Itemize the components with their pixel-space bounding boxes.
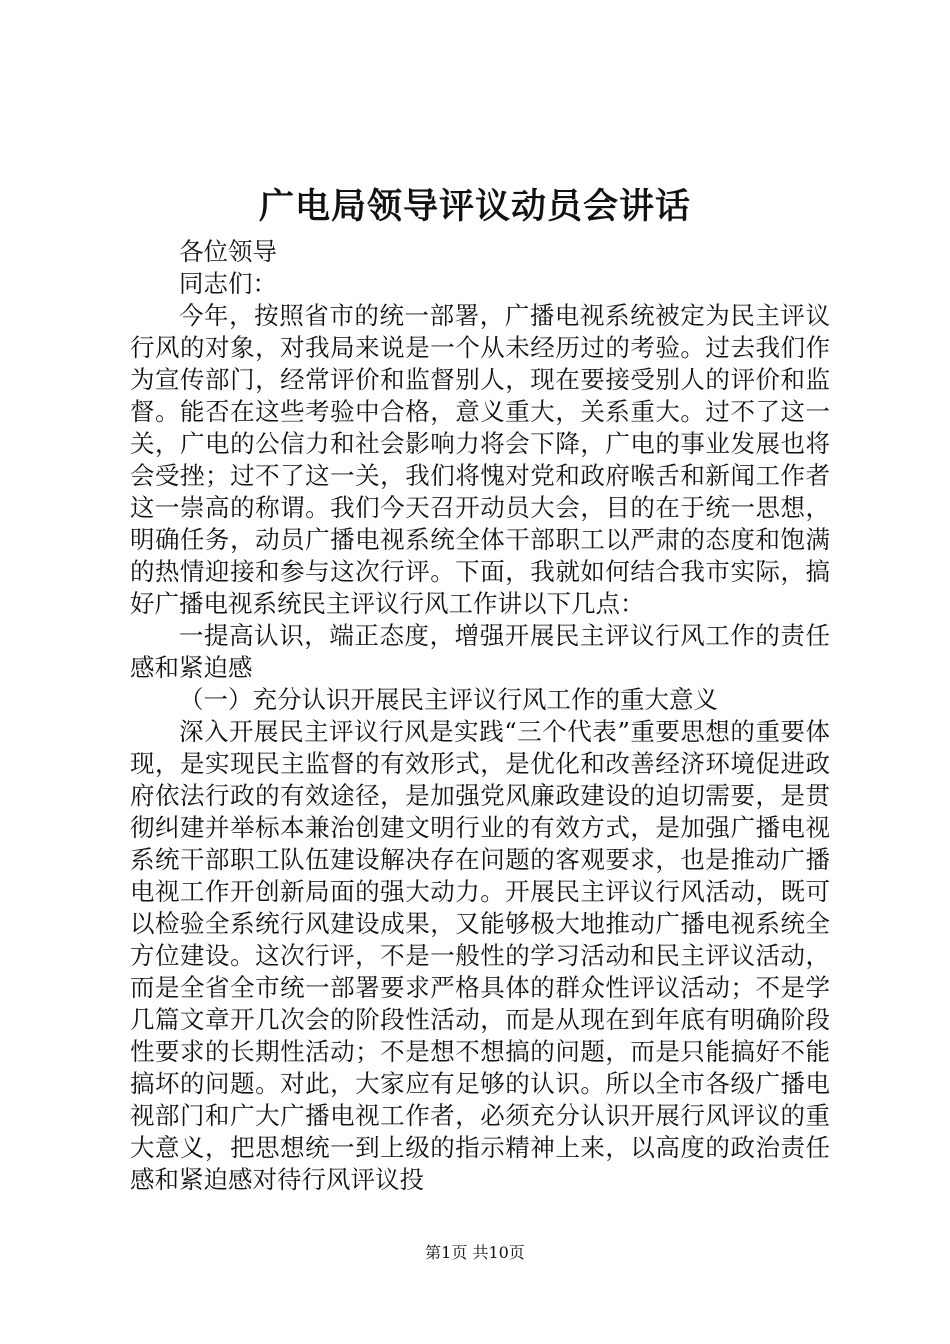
subsection-heading-1: （一）充分认识开展民主评议行风工作的重大意义 — [179, 685, 718, 714]
document-title: 广电局领导评议动员会讲话 — [258, 186, 691, 227]
document-body — [130, 236, 830, 1196]
salutation-leaders: 各位领导 — [179, 237, 277, 266]
page-footer: 第1页 共10页 — [425, 1243, 525, 1262]
paragraph-intro: 今年，按照省市的统一部署，广播电视系统被定为民主评议行风的对象，对我局来说是一个从未经历过的考验。过去我们作为宣传部门，经常评价和监督别人，现在要接受别人的评价和监督。能否在这些考验中合格，意义重大，关系重大。过不了这一关，广电的公信力和社会影响力将会下降，广电的事业发展也将会受挫；过不了这一关，我们将愧对党和政府喉舌和新闻工作者这一崇高的称谓。我们今天召开动员大会，目的在于统一思想，明确任务，动员广播电视系统全体干部职工以严肃的态度和饱满的热情迎接和参与这次行评。下面，我就如何结合我市实际，搞好广播电视系统民主评议行风工作讲以下几点： — [130, 301, 830, 618]
paragraph-significance: 深入开展民主评议行风是实践“三个代表”重要思想的重要体现，是实现民主监督的有效形式，是优化和改善经济环境促进政府依法行政的有效途径，是加强党风廉政建设的迫切需要，是贯彻纠建并举标本兼治创建文明行业的有效方式，是加强广播电视系统干部职工队伍建设解决存在问题的客观要求，也是推动广播电视工作开创新局面的强大动力。开展民主评议行风活动，既可以检验全系统行风建设成果，又能够极大地推动广播电视系统全方位建设。这次行评，不是一般性的学习活动和民主评议活动，而是全省全市统一部署要求严格具体的群众性评议活动；不是学几篇文章开几次会的阶段性活动，而是从现在到年底有明确阶段性要求的长期性活动；不是想不想搞的问题，而是只能搞好不能搞坏的问题。对此，大家应有足够的认识。所以全市各级广播电视部门和广大广播电视工作者，必须充分认识开展行风评议的重大意义，把思想统一到上级的指示精神上来，以高度的政治责任感和紧迫感对待行风评议投 — [130, 717, 830, 1194]
section-heading-1: 一提高认识，端正态度，增强开展民主评议行风工作的责任感和紧迫感 — [130, 621, 830, 682]
salutation-comrades: 同志们： — [179, 269, 277, 298]
